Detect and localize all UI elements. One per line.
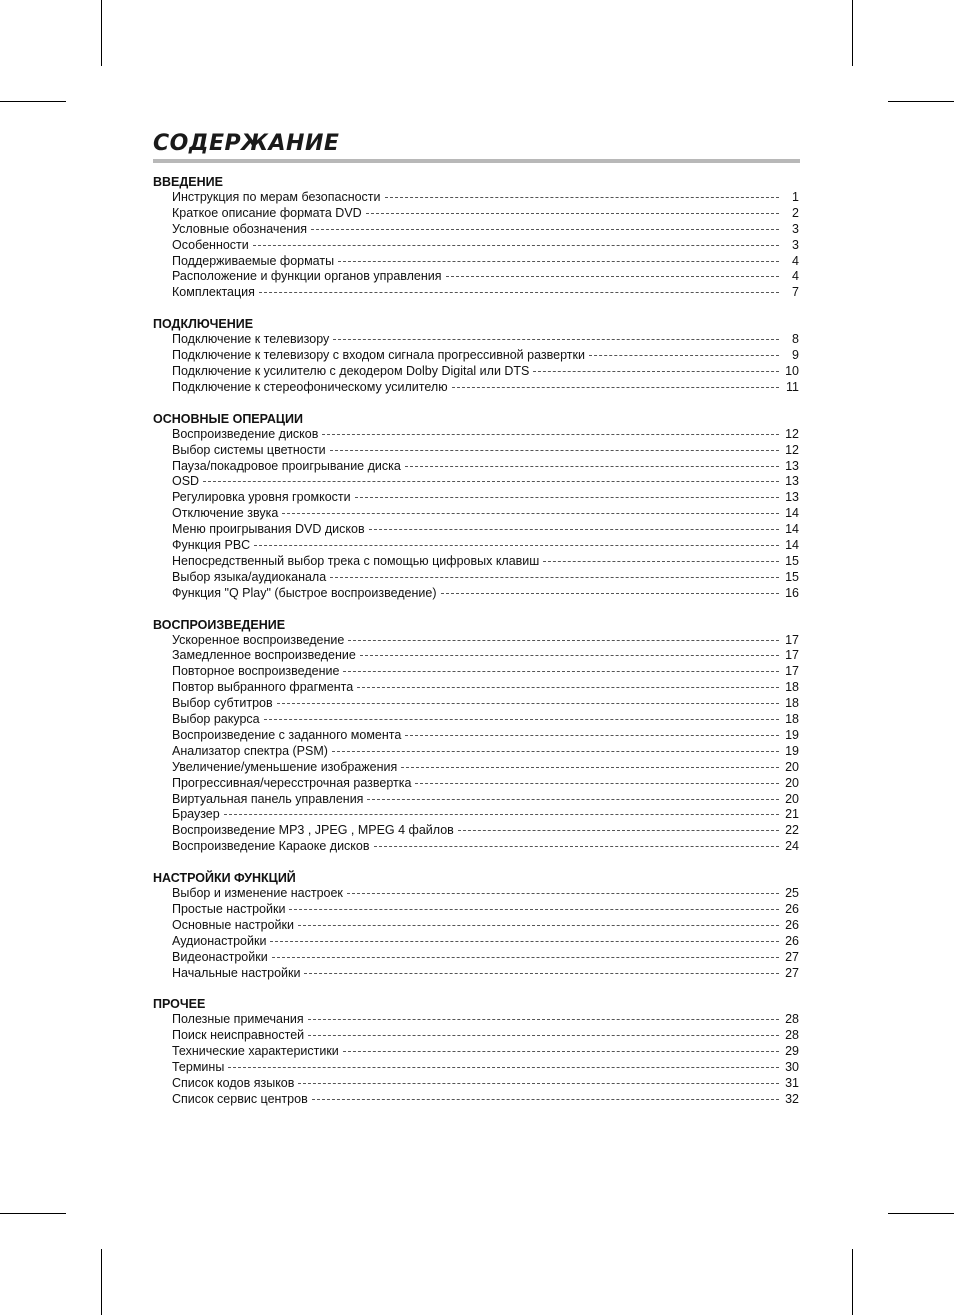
crop-mark [852,1249,853,1315]
entry-label: Воспроизведение Караоке дисков [172,839,370,854]
entry-label: Подключение к телевизору с входом сигнала прогрессивной развертки [172,348,585,363]
toc-entry [153,886,799,902]
entry-label: Выбор ракурса [172,712,260,727]
toc-entry [153,332,799,348]
entry-page-number: 28 [785,1012,799,1027]
dotted-leader [441,593,780,594]
section-title: ВОСПРОИЗВЕДЕНИЕ [153,617,286,632]
toc-entry [153,254,799,270]
crop-mark [888,1213,954,1214]
entry-label: Поддерживаемые форматы [172,253,335,268]
dotted-leader [308,1019,779,1020]
toc-entry [153,1044,799,1060]
entry-page-number: 1 [792,190,799,204]
entry-page-number: 16 [785,585,799,600]
entry-page-number: 18 [785,712,799,727]
entry-label: Повтор выбранного фрагмента [172,680,354,695]
dotted-leader [543,561,779,562]
entry-label: Замедленное воспроизведение [172,648,356,663]
crop-mark [101,1249,102,1315]
toc-section [153,411,799,602]
entry-label: Начальные настройки [172,965,301,980]
entry-label: Браузер [172,807,220,822]
entry-label: Регулировка уровня громкости [172,490,351,505]
dotted-leader [224,814,779,815]
entry-page-number: 3 [792,221,799,236]
toc-entry [153,380,799,396]
dotted-leader [343,671,779,672]
entry-label: Выбор и изменение настроек [172,886,343,901]
entry-label: Краткое описание формата DVD [172,205,362,220]
toc-section [153,174,799,301]
toc-entry [153,839,799,855]
entry-page-number: 17 [785,648,799,663]
entry-page-number: 13 [785,490,799,505]
entry-page-number: 19 [785,743,799,758]
toc-entry [153,807,799,823]
entry-page-number: 3 [792,237,799,252]
toc-entry [153,570,799,586]
entry-label: Простые настройки [172,901,286,916]
entry-page-number: 11 [786,379,799,394]
entry-page-number: 10 [785,364,799,379]
toc-entry [153,538,799,554]
entry-page-number: 31 [785,1075,799,1090]
toc-entry [153,190,799,206]
dotted-leader [347,893,779,894]
toc-entry [153,633,799,649]
entry-page-number: 15 [785,553,799,568]
toc-entry [153,269,799,285]
toc-entry [153,490,799,506]
entry-page-number: 22 [785,823,799,838]
dotted-leader [298,925,779,926]
entry-label: Повторное воспроизведение [172,664,340,679]
dotted-leader [264,719,779,720]
section-title: ПОДКЛЮЧЕНИЕ [153,317,254,332]
crop-mark [0,101,66,102]
toc-section [153,316,799,396]
entry-page-number: 25 [785,886,799,901]
dotted-leader [289,909,779,910]
entry-page-number: 8 [792,332,799,347]
toc-entry [153,792,799,808]
entry-label: Увеличение/уменьшение изображения [172,759,398,774]
entry-page-number: 19 [785,727,799,742]
entry-label: Виртуальная панель управления [172,791,364,806]
entry-page-number: 13 [785,458,799,473]
toc-entry [153,238,799,254]
toc-entry [153,934,799,950]
entry-label: Пауза/покадровое проигрывание диска [172,458,401,473]
entry-page-number: 24 [785,839,799,854]
entry-label: Аудионастройки [172,933,267,948]
dotted-leader [374,846,779,847]
entry-label: OSD [172,474,200,489]
dotted-leader [401,767,779,768]
entry-page-number: 17 [785,632,799,647]
entry-label: Подключение к усилителю с декодером Dolby Digital или DTS [172,364,530,379]
toc-entry [153,1076,799,1092]
entry-label: Выбор субтитров [172,696,273,711]
entry-page-number: 30 [785,1060,799,1075]
dotted-leader [405,466,779,467]
dotted-leader [270,941,779,942]
entry-label: Полезные примечания [172,1012,304,1027]
crop-mark [852,0,853,66]
entry-page-number: 28 [785,1028,799,1043]
entry-page-number: 18 [785,696,799,711]
dotted-leader [322,434,779,435]
dotted-leader [357,687,779,688]
dotted-leader [385,197,779,198]
entry-label: Непосредственный выбор трека с помощью цифровых клавиш [172,553,540,568]
toc-entry [153,712,799,728]
dotted-leader [452,387,779,388]
toc-entry [153,364,799,380]
entry-label: Воспроизведение с заданного момента [172,727,402,742]
entry-page-number: 26 [785,901,799,916]
entry-label: Меню проигрывания DVD дисков [172,522,365,537]
dotted-leader [277,703,779,704]
toc-entry [153,285,799,301]
toc-entry [153,918,799,934]
entry-page-number: 14 [785,506,799,521]
dotted-leader [330,577,779,578]
entry-page-number: 20 [785,759,799,774]
dotted-leader [446,276,779,277]
dotted-leader [254,545,779,546]
entry-page-number: 7 [792,285,799,300]
entry-page-number: 32 [785,1091,799,1106]
entry-page-number: 9 [792,348,799,363]
page-title: СОДЕРЖАНИЕ [153,131,340,156]
entry-label: Прогрессивная/чересстрочная развертка [172,775,412,790]
entry-page-number: 26 [785,933,799,948]
entry-label: Особенности [172,237,249,252]
section-title: ВВЕДЕНИЕ [153,175,223,189]
entry-label: Воспроизведение MP3 , JPEG , MPEG 4 файлов [172,823,454,838]
toc-entry [153,1060,799,1076]
dotted-leader [533,371,779,372]
dotted-leader [308,1035,779,1036]
dotted-leader [304,973,779,974]
dotted-leader [330,450,779,451]
entry-label: Подключение к телевизору [172,332,330,347]
entry-page-number: 20 [785,791,799,806]
toc-entry [153,776,799,792]
dotted-leader [282,513,779,514]
toc-entry [153,348,799,364]
entry-label: Поиск неисправностей [172,1028,305,1043]
toc-entry [153,427,799,443]
dotted-leader [333,339,779,340]
dotted-leader [405,735,779,736]
toc-entry [153,950,799,966]
entry-label: Выбор системы цветности [172,442,326,457]
title-rule [153,159,800,163]
dotted-leader [369,529,779,530]
dotted-leader [458,830,779,831]
toc-entry [153,680,799,696]
entry-label: Инструкция по мерам безопасности [172,190,381,204]
dotted-leader [298,1083,779,1084]
toc-entry [153,474,799,490]
entry-page-number: 27 [785,965,799,980]
dotted-leader [203,481,779,482]
toc-entry [153,744,799,760]
dotted-leader [415,783,779,784]
dotted-leader [355,497,779,498]
entry-page-number: 15 [785,569,799,584]
dotted-leader [228,1067,779,1068]
entry-label: Подключение к стереофоническому усилителю [172,379,448,394]
toc-entry [153,1012,799,1028]
crop-mark [101,0,102,66]
entry-label: Термины [172,1060,225,1075]
section-title: ОСНОВНЫЕ ОПЕРАЦИИ [153,411,304,426]
entry-page-number: 2 [792,205,799,220]
entry-label: Видеонастройки [172,949,268,964]
dotted-leader [272,957,779,958]
entry-page-number: 14 [785,522,799,537]
entry-page-number: 21 [785,807,799,822]
entry-label: Список кодов языков [172,1075,295,1090]
entry-label: Функция "Q Play" (быстрое воспроизведение) [172,585,437,600]
toc-entry [153,443,799,459]
toc-entry [153,522,799,538]
toc-entry [153,966,799,982]
entry-label: Выбор языка/аудиоканала [172,569,327,584]
entry-page-number: 4 [792,269,799,284]
table-of-contents [153,173,799,1123]
section-title: ПРОЧЕЕ [153,997,206,1012]
entry-label: Основные настройки [172,917,294,932]
entry-page-number: 4 [792,253,799,268]
entry-page-number: 29 [785,1044,799,1059]
entry-page-number: 13 [785,474,799,489]
crop-mark [888,101,954,102]
dotted-leader [343,1051,779,1052]
entry-label: Список сервис центров [172,1091,308,1106]
entry-page-number: 17 [785,664,799,679]
entry-page-number: 18 [785,680,799,695]
dotted-leader [366,213,779,214]
toc-entry [153,696,799,712]
toc-entry [153,459,799,475]
dotted-leader [348,640,779,641]
toc-entry [153,664,799,680]
toc-entry [153,554,799,570]
dotted-leader [589,355,779,356]
entry-page-number: 26 [785,917,799,932]
entry-label: Комплектация [172,285,255,300]
dotted-leader [311,229,779,230]
toc-entry [153,648,799,664]
toc-entry [153,206,799,222]
entry-page-number: 14 [785,538,799,553]
entry-page-number: 12 [785,442,799,457]
entry-label: Ускоренное воспроизведение [172,632,345,647]
toc-entry [153,1028,799,1044]
toc-entry [153,506,799,522]
entry-page-number: 20 [785,775,799,790]
entry-label: Воспроизведение дисков [172,426,319,441]
toc-entry [153,222,799,238]
crop-mark [0,1213,66,1214]
dotted-leader [259,292,779,293]
entry-label: Технические характеристики [172,1044,339,1059]
toc-section [153,617,799,855]
dotted-leader [367,799,779,800]
entry-label: Условные обозначения [172,221,308,236]
section-title: НАСТРОЙКИ ФУНКЦИЙ [153,871,296,886]
toc-entry [153,760,799,776]
entry-label: Отключение звука [172,506,279,521]
entry-label: Расположение и функции органов управления [172,269,442,284]
toc-entry [153,902,799,918]
dotted-leader [360,655,779,656]
toc-entry [153,823,799,839]
entry-label: Анализатор спектра (PSM) [172,743,328,758]
entry-label: Функция PBC [172,538,251,553]
dotted-leader [312,1099,779,1100]
toc-section [153,870,799,981]
dotted-leader [253,245,779,246]
dotted-leader [332,751,779,752]
entry-page-number: 12 [785,426,799,441]
toc-entry [153,1092,799,1108]
toc-entry [153,586,799,602]
toc-entry [153,728,799,744]
dotted-leader [338,261,779,262]
entry-page-number: 27 [785,949,799,964]
toc-section [153,996,799,1107]
